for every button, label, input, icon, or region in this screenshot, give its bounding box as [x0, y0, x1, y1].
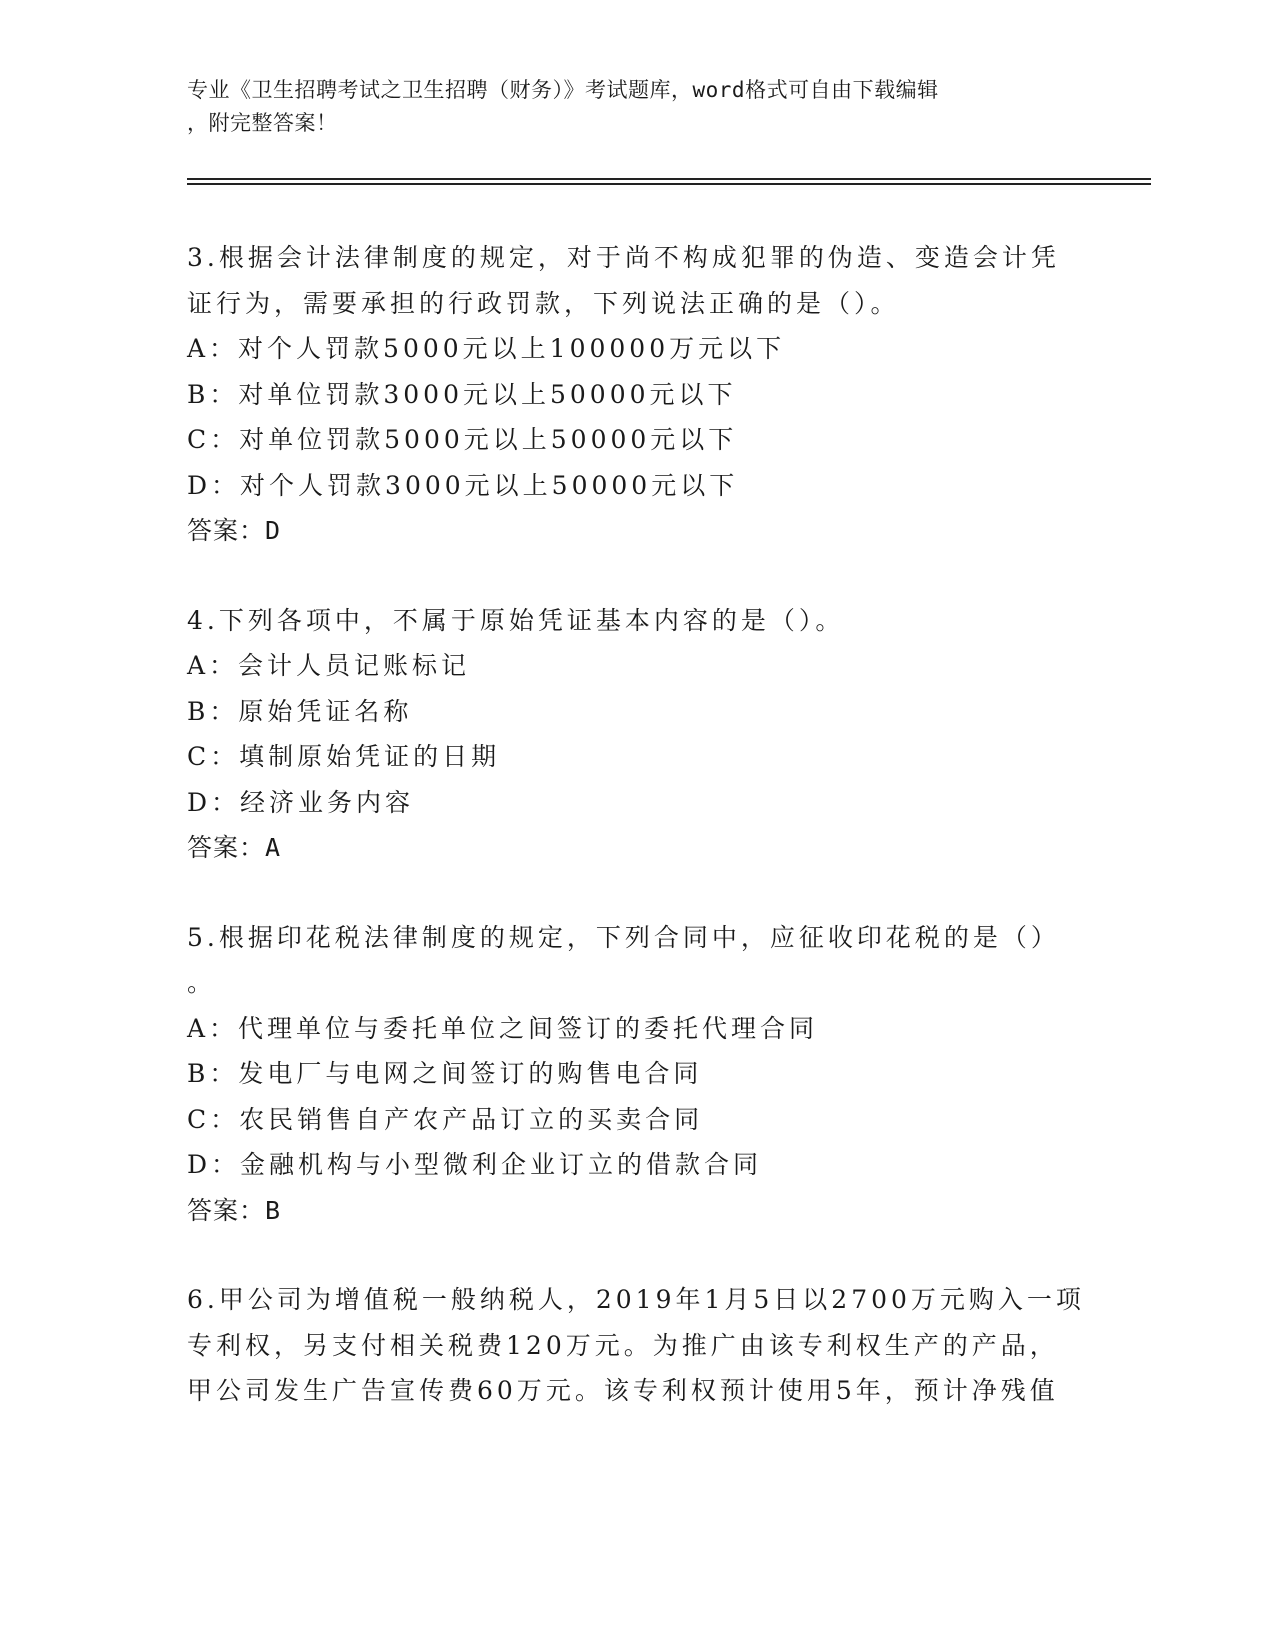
option-a: A：代理单位与委托单位之间签订的委托代理合同 — [187, 1013, 819, 1043]
option-d: D：金融机构与小型微利企业订立的借款合同 — [187, 1150, 763, 1179]
header-line-2: ，附完整答案！ — [187, 111, 338, 135]
question-6 — [187, 1277, 1087, 1414]
question-text — [187, 598, 1087, 644]
option-d: D：对个人罚款3000元以上50000元以下 — [187, 470, 739, 500]
question-4 — [187, 598, 1087, 871]
question-text-line: 4.下列各项中，不属于原始凭证基本内容的是（）。 — [187, 605, 845, 635]
option-b: B：原始凭证名称 — [187, 696, 413, 726]
header-divider-top — [187, 178, 1151, 180]
option-a: A：对个人罚款5000元以上100000万元以下 — [187, 334, 786, 363]
option-a: A：会计人员记账标记 — [187, 651, 471, 680]
answer: 答案：D — [187, 516, 282, 545]
option-c: C：填制原始凭证的日期 — [187, 742, 501, 771]
option-c: C：农民销售自产农产品订立的买卖合同 — [187, 1104, 704, 1134]
question-text — [187, 1277, 1087, 1414]
question-list — [187, 235, 1087, 1458]
option-b: B：发电厂与电网之间签订的购售电合同 — [187, 1059, 703, 1088]
question-text-line: 专利权，另支付相关税费120万元。为推广由该专利权生产的产品， — [187, 1330, 1059, 1360]
answer: 答案：B — [187, 1195, 282, 1225]
option-d: D：经济业务内容 — [187, 787, 415, 817]
question-text-line: 3.根据会计法律制度的规定，对于尚不构成犯罪的伪造、变造会计凭 — [187, 243, 1060, 272]
question-text — [187, 915, 1087, 1006]
question-text-line: 证行为，需要承担的行政罚款，下列说法正确的是（）。 — [187, 288, 900, 318]
question-5 — [187, 915, 1087, 1234]
question-text-line: 甲公司发生广告宣传费60万元。该专利权预计使用5年，预计净残值 — [187, 1376, 1059, 1405]
question-text-line: 。 — [187, 968, 217, 997]
question-text-line: 5.根据印花税法律制度的规定，下列合同中，应征收印花税的是（） — [187, 922, 1060, 952]
question-text-line: 6.甲公司为增值税一般纳税人，2019年1月5日以2700万元购入一项 — [187, 1285, 1085, 1314]
header-divider-bottom — [187, 183, 1151, 185]
question-3 — [187, 235, 1087, 554]
answer: 答案：A — [187, 833, 282, 862]
option-c: C：对单位罚款5000元以上50000元以下 — [187, 425, 738, 454]
question-text — [187, 235, 1087, 326]
option-b: B：对单位罚款3000元以上50000元以下 — [187, 379, 737, 409]
document-header — [187, 74, 1067, 140]
header-line-1: 专业《卫生招聘考试之卫生招聘（财务）》考试题库，word格式可自由下载编辑 — [187, 78, 939, 102]
